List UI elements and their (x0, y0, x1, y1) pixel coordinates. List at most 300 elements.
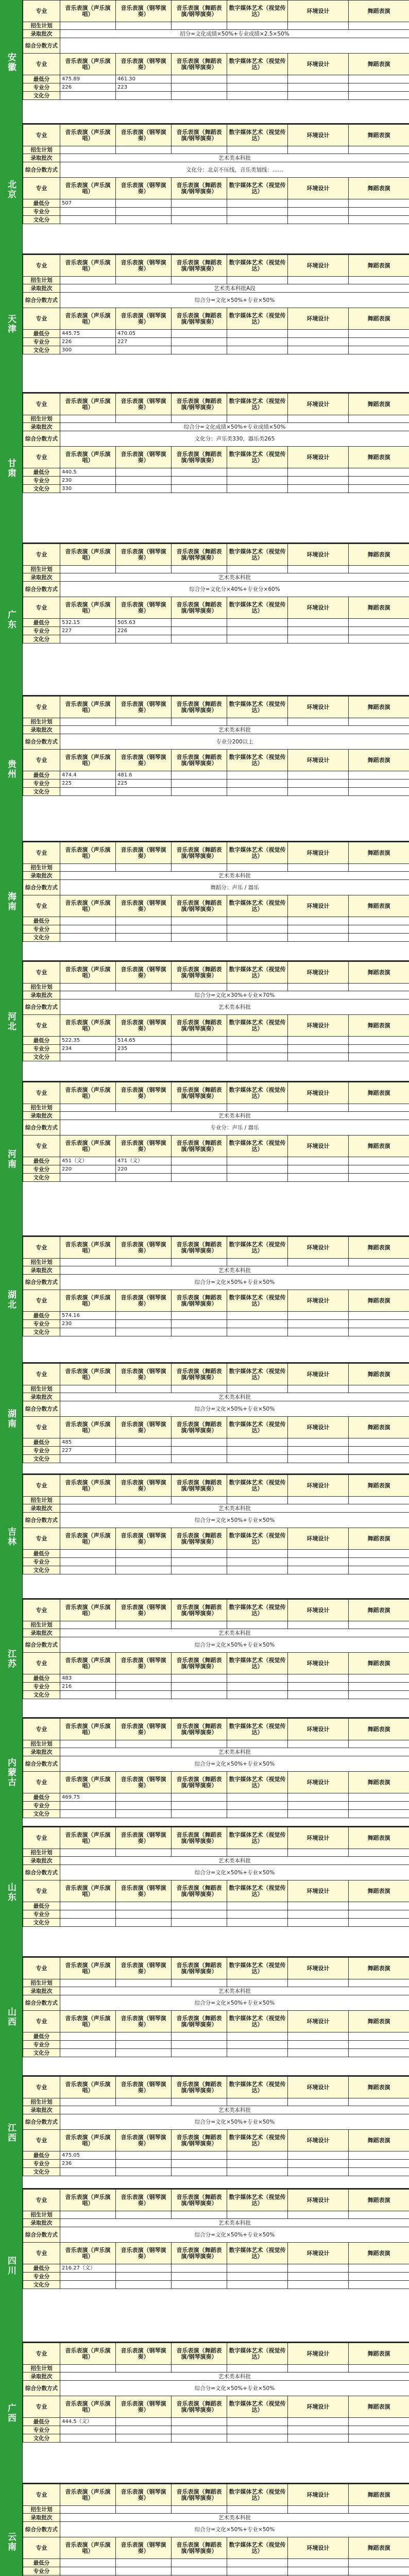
plan-cell (349, 1979, 409, 1987)
score-cell (349, 346, 409, 354)
admission-batch-note: 艺术类本科批 (60, 2106, 409, 2114)
score-cell (288, 83, 349, 92)
row-label-admission: 录取批次 (23, 2514, 60, 2522)
score-cell (227, 2032, 288, 2041)
score-cell: 226 (60, 338, 116, 346)
score-cell (349, 779, 409, 788)
column-header: 音乐表演（钢琴演奏） (116, 1290, 172, 1312)
column-header: 音乐表演（舞蹈表演/钢琴演奏） (172, 1364, 227, 1385)
province-name: 河南 (0, 1082, 23, 1236)
plan-cell (227, 277, 288, 284)
row-label-cul: 文化分 (23, 934, 60, 942)
column-header: 专业 (23, 178, 60, 199)
score-cell (116, 2160, 172, 2168)
province-name: 广东 (0, 544, 23, 696)
plan-cell (227, 1385, 288, 1393)
column-header: 音乐表演（舞蹈表演/钢琴演奏） (172, 54, 227, 75)
row-label-plan: 招生计划 (23, 1740, 60, 1748)
row-label-pro: 专业分 (23, 1910, 60, 1919)
column-header: 环境设计 (288, 1719, 349, 1740)
column-header: 音乐表演（钢琴演奏） (116, 1772, 172, 1793)
plan-cell (349, 1621, 409, 1629)
score-cell: 220 (116, 1165, 172, 1174)
column-header: 音乐表演（声乐演唱） (60, 1600, 116, 1621)
row-label-score: 最低分 (23, 468, 60, 477)
score-cell (227, 627, 288, 635)
score-cell (60, 1919, 116, 1927)
score-cell (227, 1447, 288, 1455)
column-header: 环境设计 (288, 2396, 349, 2418)
column-header: 音乐表演（声乐演唱） (60, 1015, 116, 1037)
score-cell (172, 1157, 227, 1165)
province-name: 广西 (0, 2343, 23, 2484)
admission-batch-note: 艺术类本科批 (60, 1393, 409, 1401)
plan-cell (116, 718, 172, 726)
score-cell (60, 2168, 116, 2176)
score-cell (349, 1566, 409, 1574)
score-cell (172, 1174, 227, 1182)
column-header: 舞蹈表演 (349, 2537, 409, 2559)
score-table (23, 961, 409, 1061)
column-header: 舞蹈表演 (349, 1290, 409, 1312)
score-cell (288, 917, 349, 925)
score-cell: 225 (116, 779, 172, 788)
column-header: 音乐表演（舞蹈表演/钢琴演奏） (172, 1015, 227, 1037)
column-header: 环境设计 (288, 597, 349, 619)
score-table (23, 1599, 409, 1699)
plan-cell (288, 718, 349, 726)
score-cell (288, 1802, 349, 1810)
row-label-method: 综合分数方式 (23, 2227, 60, 2243)
column-header: 环境设计 (288, 1364, 349, 1385)
row-label-pro: 专业分 (23, 1802, 60, 1810)
column-header: 音乐表演（舞蹈表演/钢琴演奏） (172, 1237, 227, 1259)
column-header: 音乐表演（钢琴演奏） (116, 1082, 172, 1104)
score-cell (349, 2032, 409, 2041)
score-cell (227, 1157, 288, 1165)
score-cell (288, 330, 349, 338)
column-header: 音乐表演（钢琴演奏） (116, 178, 172, 199)
score-cell (172, 1674, 227, 1683)
score-cell (349, 2273, 409, 2281)
column-header: 音乐表演（声乐演唱） (60, 308, 116, 330)
column-header: 舞蹈表演 (349, 1600, 409, 1621)
column-header: 专业 (23, 1528, 60, 1550)
plan-cell (227, 2098, 288, 2106)
plan-cell (349, 1849, 409, 1857)
score-cell (172, 1558, 227, 1566)
calculation-method-note: 文化分：北京不压线，音乐类划线：…… (60, 162, 409, 178)
column-header: 音乐表演（声乐演唱） (60, 125, 116, 146)
score-cell (60, 2032, 116, 2041)
score-table (23, 696, 409, 796)
score-cell (349, 75, 409, 83)
column-header: 舞蹈表演 (349, 1475, 409, 1497)
plan-cell (172, 1621, 227, 1629)
row-label-pro: 专业分 (23, 208, 60, 216)
column-header: 音乐表演（舞蹈表演/钢琴演奏） (172, 1, 227, 22)
calculation-method-note: 综合分=文化×50%+专业×50% (60, 1756, 409, 1772)
column-header: 数字媒体艺术（视觉传达） (227, 895, 288, 917)
plan-cell (172, 1259, 227, 1266)
column-header: 音乐表演（钢琴演奏） (116, 1958, 172, 1979)
score-cell: 216.27（文） (60, 2264, 116, 2273)
column-header: 环境设计 (288, 1475, 349, 1497)
column-header: 音乐表演（钢琴演奏） (116, 394, 172, 415)
province-name: 山东 (0, 1827, 23, 1957)
column-header: 专业 (23, 2011, 60, 2032)
plan-cell (349, 864, 409, 872)
row-label-admission: 录取批次 (23, 1857, 60, 1865)
plan-cell (172, 2211, 227, 2219)
row-label-cul: 文化分 (23, 635, 60, 643)
score-cell (116, 2151, 172, 2160)
calculation-method-note: 专业分200以上 (60, 734, 409, 750)
column-header: 音乐表演（钢琴演奏） (116, 1719, 172, 1740)
column-header: 专业 (23, 447, 60, 468)
row-label-pro: 专业分 (23, 477, 60, 485)
province-block (0, 961, 409, 1082)
admission-batch-note: 综合分=文化×30%+专业×70% (60, 991, 409, 999)
column-header: 音乐表演（舞蹈表演/钢琴演奏） (172, 2077, 227, 2098)
column-header: 舞蹈表演 (349, 1082, 409, 1104)
row-label-plan: 招生计划 (23, 2365, 60, 2372)
score-cell (116, 2041, 172, 2049)
province-name: 吉林 (0, 1475, 23, 1599)
score-cell (227, 1810, 288, 1818)
row-label-score: 最低分 (23, 771, 60, 779)
score-cell (116, 1793, 172, 1802)
column-header: 音乐表演（钢琴演奏） (116, 1600, 172, 1621)
score-cell (288, 1157, 349, 1165)
score-cell (288, 2264, 349, 2273)
column-header: 音乐表演（钢琴演奏） (116, 1528, 172, 1550)
admission-batch-note: 艺术类本科批 (60, 154, 409, 162)
score-cell (227, 1910, 288, 1919)
column-header: 音乐表演（声乐演唱） (60, 1364, 116, 1385)
score-cell (172, 1053, 227, 1061)
plan-cell (349, 718, 409, 726)
row-label-score: 最低分 (23, 1674, 60, 1683)
score-cell (227, 2151, 288, 2160)
column-header: 数字媒体艺术（视觉传达） (227, 2077, 288, 2098)
plan-cell (349, 1385, 409, 1393)
score-cell (172, 216, 227, 224)
score-cell: 230 (60, 1320, 116, 1328)
column-header: 环境设计 (288, 1958, 349, 1979)
score-cell (288, 2434, 349, 2443)
column-header: 音乐表演（钢琴演奏） (116, 597, 172, 619)
score-cell (288, 1810, 349, 1818)
province-name: 北京 (0, 124, 23, 255)
column-header: 专业 (23, 962, 60, 984)
score-cell (288, 1037, 349, 1045)
row-label-admission: 录取批次 (23, 1112, 60, 1120)
column-header: 环境设计 (288, 1528, 349, 1550)
row-label-plan: 招生计划 (23, 277, 60, 284)
score-cell (116, 1447, 172, 1455)
row-label-method: 综合分数方式 (23, 2381, 60, 2396)
plan-cell (172, 864, 227, 872)
column-header: 音乐表演（舞蹈表演/钢琴演奏） (172, 2243, 227, 2264)
score-cell (60, 934, 116, 942)
row-label-plan: 招生计划 (23, 1849, 60, 1857)
score-cell (227, 771, 288, 779)
column-header: 舞蹈表演 (349, 2077, 409, 2098)
score-cell (172, 1683, 227, 1691)
score-cell (349, 1320, 409, 1328)
province-block (0, 1599, 409, 1718)
score-cell (288, 2426, 349, 2434)
column-header: 专业 (23, 2190, 60, 2211)
plan-cell (172, 2098, 227, 2106)
plan-cell (227, 718, 288, 726)
score-cell (349, 2041, 409, 2049)
column-header: 专业 (23, 1364, 60, 1385)
column-header: 专业 (23, 1827, 60, 1849)
score-cell (172, 635, 227, 643)
plan-cell (116, 1740, 172, 1748)
score-cell (227, 75, 288, 83)
score-cell (172, 477, 227, 485)
score-cell (349, 92, 409, 100)
admission-batch-note: 招分=文化成绩×50%+专业成绩×2.5×50% (60, 30, 409, 38)
column-header: 舞蹈表演 (349, 125, 409, 146)
column-header: 专业 (23, 2243, 60, 2264)
score-cell (116, 1802, 172, 1810)
column-header: 音乐表演（声乐演唱） (60, 1719, 116, 1740)
row-label-score: 最低分 (23, 1902, 60, 1910)
column-header: 数字媒体艺术（视觉传达） (227, 750, 288, 771)
score-cell (227, 1566, 288, 1574)
plan-cell (60, 984, 116, 991)
score-cell (172, 2426, 227, 2434)
score-cell (288, 2032, 349, 2041)
score-cell (172, 1919, 227, 1927)
column-header: 音乐表演（钢琴演奏） (116, 125, 172, 146)
plan-cell (288, 566, 349, 573)
plan-cell (60, 1497, 116, 1504)
row-label-method: 综合分数方式 (23, 734, 60, 750)
score-cell (349, 934, 409, 942)
score-cell (60, 788, 116, 796)
province-block (0, 393, 409, 544)
column-header: 舞蹈表演 (349, 842, 409, 864)
row-label-score: 最低分 (23, 1157, 60, 1165)
column-header: 音乐表演（舞蹈表演/钢琴演奏） (172, 750, 227, 771)
column-header: 音乐表演（声乐演唱） (60, 2011, 116, 2032)
score-cell (116, 788, 172, 796)
province-block (0, 0, 409, 124)
column-header: 数字媒体艺术（视觉传达） (227, 2190, 288, 2211)
row-label-pro: 专业分 (23, 779, 60, 788)
column-header: 环境设计 (288, 178, 349, 199)
column-header: 舞蹈表演 (349, 1136, 409, 1157)
score-cell: 461.30 (116, 75, 172, 83)
score-cell (288, 2567, 349, 2575)
admission-batch-note: 艺术类本科批 (60, 2219, 409, 2227)
column-header: 环境设计 (288, 1, 349, 22)
row-label-score: 最低分 (23, 1312, 60, 1320)
score-table (23, 1718, 409, 1818)
score-cell (227, 1558, 288, 1566)
score-cell (227, 1053, 288, 1061)
column-header: 音乐表演（声乐演唱） (60, 1237, 116, 1259)
column-header: 专业 (23, 1015, 60, 1037)
score-table (23, 544, 409, 643)
plan-cell (172, 1979, 227, 1987)
row-label-admission: 录取批次 (23, 726, 60, 734)
plan-cell (349, 1259, 409, 1266)
score-cell (172, 83, 227, 92)
plan-cell (116, 984, 172, 991)
column-header: 环境设计 (288, 2537, 349, 2559)
row-label-plan: 招生计划 (23, 984, 60, 991)
column-header: 专业 (23, 1417, 60, 1438)
column-header: 音乐表演（声乐演唱） (60, 1880, 116, 1902)
column-header: 舞蹈表演 (349, 2396, 409, 2418)
score-cell (227, 2168, 288, 2176)
row-label-cul: 文化分 (23, 1455, 60, 1463)
row-label-pro: 专业分 (23, 2426, 60, 2434)
score-cell (116, 1919, 172, 1927)
score-cell (349, 330, 409, 338)
score-cell (288, 2273, 349, 2281)
score-table (23, 1827, 409, 1927)
score-cell (116, 934, 172, 942)
row-label-plan: 招生计划 (23, 566, 60, 573)
plan-cell (116, 1621, 172, 1629)
plan-cell (116, 1385, 172, 1393)
score-cell (349, 199, 409, 208)
score-cell (172, 1447, 227, 1455)
row-label-cul: 文化分 (23, 1328, 60, 1336)
plan-cell (349, 1740, 409, 1748)
column-header: 音乐表演（声乐演唱） (60, 2484, 116, 2506)
admission-batch-note: 艺术类本科批 (60, 1857, 409, 1865)
score-cell (172, 75, 227, 83)
score-cell (349, 83, 409, 92)
score-cell (172, 2434, 227, 2443)
column-header: 数字媒体艺术（视觉传达） (227, 447, 288, 468)
score-cell: 445.75 (60, 330, 116, 338)
score-cell (288, 1919, 349, 1927)
plan-cell (172, 718, 227, 726)
score-cell (227, 330, 288, 338)
column-header: 数字媒体艺术（视觉传达） (227, 1528, 288, 1550)
calculation-method-note (60, 38, 409, 54)
column-header: 数字媒体艺术（视觉传达） (227, 1772, 288, 1793)
calculation-method-note: 艺术类本科批 (60, 999, 409, 1015)
row-label-cul: 文化分 (23, 1053, 60, 1061)
plan-cell (116, 22, 172, 30)
column-header: 数字媒体艺术（视觉传达） (227, 1827, 288, 1849)
column-header: 专业 (23, 1237, 60, 1259)
row-label-pro: 专业分 (23, 2567, 60, 2575)
plan-cell (60, 277, 116, 284)
province-block (0, 2076, 409, 2189)
plan-cell (60, 2211, 116, 2219)
score-cell: 475.89 (60, 75, 116, 83)
row-label-plan: 招生计划 (23, 718, 60, 726)
row-label-plan: 招生计划 (23, 864, 60, 872)
score-cell (349, 1902, 409, 1910)
column-header: 舞蹈表演 (349, 308, 409, 330)
score-cell (60, 216, 116, 224)
plan-cell (349, 22, 409, 30)
score-cell (288, 2168, 349, 2176)
plan-cell (349, 2211, 409, 2219)
score-cell (288, 635, 349, 643)
plan-cell (288, 2211, 349, 2219)
column-header: 音乐表演（钢琴演奏） (116, 697, 172, 718)
column-header: 专业 (23, 54, 60, 75)
score-cell: 227 (60, 627, 116, 635)
row-label-method: 综合分数方式 (23, 1401, 60, 1417)
column-header: 专业 (23, 2343, 60, 2365)
score-cell (349, 338, 409, 346)
plan-cell (227, 22, 288, 30)
column-header: 专业 (23, 2484, 60, 2506)
score-cell (288, 1320, 349, 1328)
row-label-pro: 专业分 (23, 627, 60, 635)
plan-cell (60, 1849, 116, 1857)
score-cell (116, 2434, 172, 2443)
plan-cell (227, 146, 288, 154)
column-header: 专业 (23, 1082, 60, 1104)
column-header: 音乐表演（声乐演唱） (60, 1958, 116, 1979)
province-name: 河北 (0, 961, 23, 1082)
plan-cell (288, 1621, 349, 1629)
plan-cell (349, 415, 409, 423)
score-cell (349, 1793, 409, 1802)
column-header: 数字媒体艺术（视觉传达） (227, 1653, 288, 1674)
row-label-plan: 招生计划 (23, 2211, 60, 2219)
score-cell (349, 2559, 409, 2567)
score-cell (172, 2160, 227, 2168)
score-cell (227, 1902, 288, 1910)
score-table (23, 255, 409, 354)
score-table (23, 2343, 409, 2443)
score-cell (116, 199, 172, 208)
score-cell (288, 619, 349, 627)
score-cell (60, 635, 116, 643)
row-label-pro: 专业分 (23, 1320, 60, 1328)
score-cell (349, 2281, 409, 2289)
row-label-plan: 招生计划 (23, 1979, 60, 1987)
plan-cell (172, 1385, 227, 1393)
column-header: 舞蹈表演 (349, 1417, 409, 1438)
column-header: 音乐表演（舞蹈表演/钢琴演奏） (172, 1653, 227, 1674)
score-cell (349, 1810, 409, 1818)
score-cell (172, 1037, 227, 1045)
column-header: 音乐表演（舞蹈表演/钢琴演奏） (172, 255, 227, 277)
score-cell (172, 1438, 227, 1447)
score-cell (60, 1802, 116, 1810)
column-header: 音乐表演（舞蹈表演/钢琴演奏） (172, 2190, 227, 2211)
province-block (0, 1827, 409, 1957)
column-header: 专业 (23, 895, 60, 917)
row-label-cul: 文化分 (23, 216, 60, 224)
row-label-pro: 专业分 (23, 1447, 60, 1455)
row-label-pro: 专业分 (23, 1045, 60, 1053)
plan-cell (227, 2365, 288, 2372)
score-cell (227, 1691, 288, 1699)
calculation-method-note: 综合分=文化分×40%+专业分×60% (60, 582, 409, 597)
column-header: 音乐表演（舞蹈表演/钢琴演奏） (172, 2343, 227, 2365)
plan-cell (288, 984, 349, 991)
row-label-method: 综合分数方式 (23, 431, 60, 447)
